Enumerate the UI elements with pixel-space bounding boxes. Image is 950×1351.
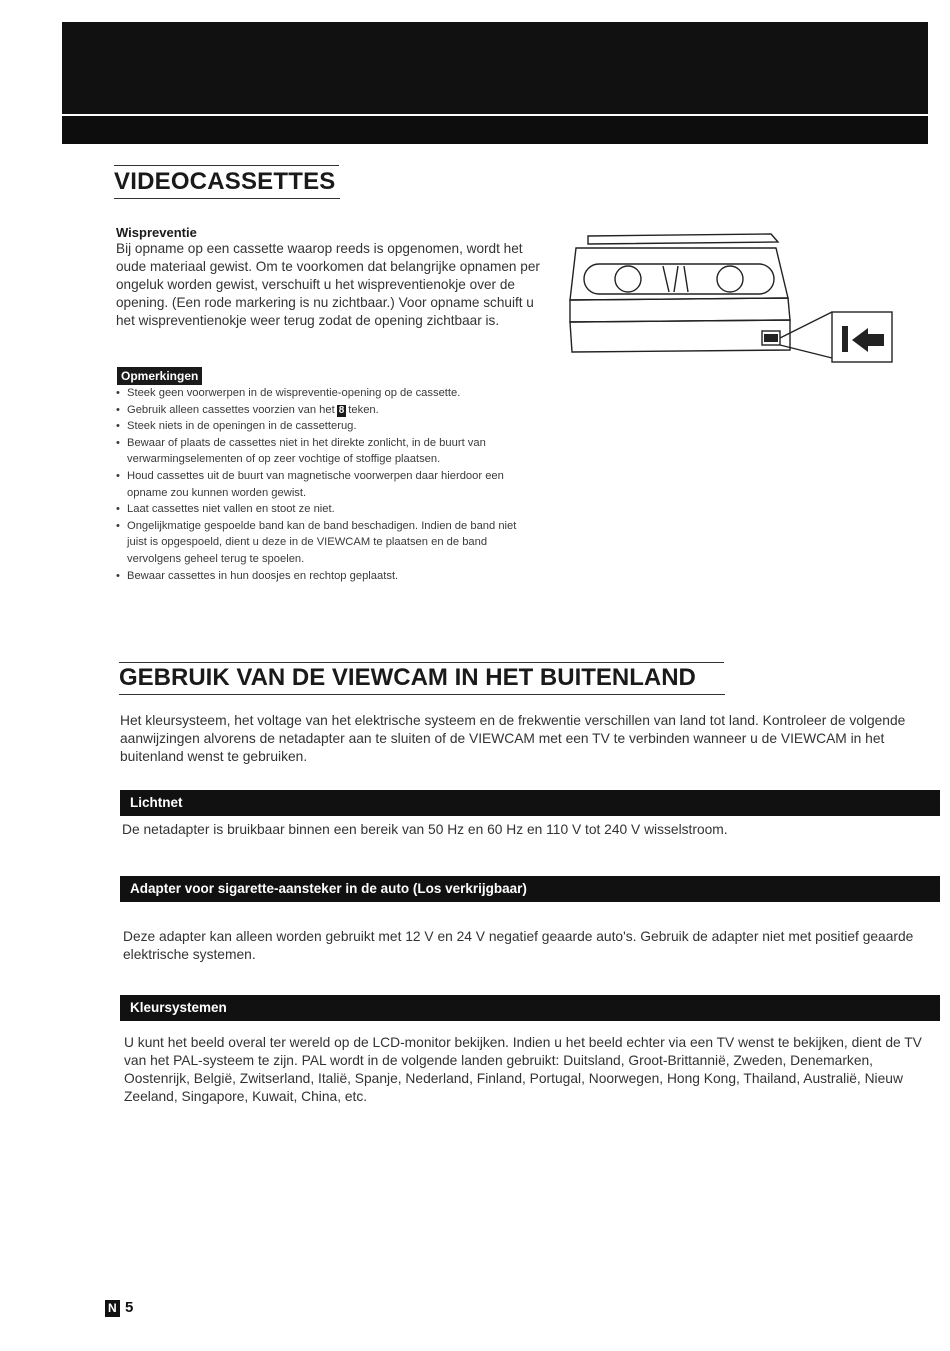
bar-label: Adapter voor sigarette-aansteker in de auto (Los verkrijgbaar) bbox=[130, 881, 527, 896]
list-item: • Bewaar cassettes in hun doosjes en rechtop geplaatst. bbox=[116, 568, 536, 585]
header-stripe bbox=[62, 116, 928, 144]
list-item: • Steek geen voorwerpen in de wispreventie-opening op de cassette. bbox=[116, 385, 536, 402]
language-badge: N bbox=[105, 1300, 120, 1317]
section-title-buitenland: GEBRUIK VAN DE VIEWCAM IN HET BUITENLAND bbox=[119, 664, 696, 691]
note-logo-post: teken. bbox=[348, 403, 379, 416]
vhs-c-logo-icon: 8 bbox=[338, 404, 345, 416]
list-item: • Bewaar of plaats de cassettes niet in het direkte zonlicht, in de buurt van verwarmingselementen of op zeer vochtige of stoffige plaatsen. bbox=[116, 435, 536, 468]
list-item: • Houd cassettes uit de buurt van magnetische voorwerpen daar hierdoor een opname zou kunnen worden gewist. bbox=[116, 468, 536, 501]
title-rule bbox=[114, 165, 339, 166]
buitenland-intro: Het kleursysteem, het voltage van het elektrische systeem en de frekwentie verschillen van land tot land. Kontroleer de volgende aanwijzingen alvorens de netadapter aan te sluiten of de VIEWCAM met een TV te verbinden wanneer u de VIEWCAM in het buitenland wenst te gebruiken. bbox=[120, 713, 906, 764]
notes-list bbox=[116, 385, 536, 584]
bar-lichtnet bbox=[120, 790, 940, 816]
section-title-videocassettes: VIDEOCASSETTES bbox=[114, 168, 336, 195]
bar-label: Lichtnet bbox=[130, 795, 183, 810]
lichtnet-text: De netadapter is bruikbaar binnen een bereik van 50 Hz en 60 Hz en 110 V tot 240 V wisselstroom. bbox=[122, 822, 728, 837]
title-underline bbox=[114, 198, 340, 199]
list-item: • Ongelijkmatige gespoelde band kan de band beschadigen. Indien de band niet juist is opgespoeld, dient u deze in de VIEWCAM te plaatsen en de band vervolgens geheel terug te spoelen. bbox=[116, 518, 536, 568]
list-item bbox=[116, 402, 536, 419]
list-item: • Laat cassettes niet vallen en stoot ze niet. bbox=[116, 501, 536, 518]
bar-kleursystemen bbox=[120, 995, 940, 1021]
kleursystemen-text: U kunt het beeld overal ter wereld op de LCD-monitor bekijken. Indien u het beeld echter via een TV wenst te bekijken, dient de TV van het PAL-systeem te zijn. PAL wordt in de volgende landen gebruikt: Duitsland, Groot-Brittannië, Zweden, Denemarken, Oostenrijk, België, Zwitserland, Italië, Spanje, Nederland, Finland, Portugal, Noorwegen, Hong Kong, Thailand, Australië, Nieuw Zeeland, Singapore, Kuwait, China, etc. bbox=[124, 1035, 922, 1104]
list-item: • Steek niets in de openingen in de cassetterug. bbox=[116, 418, 536, 435]
cassette-illustration bbox=[566, 228, 896, 370]
adapter-text: Deze adapter kan alleen worden gebruikt met 12 V en 24 V negatief geaarde auto's. Gebruik de adapter niet met positief geaarde elektrische systemen. bbox=[123, 929, 914, 962]
page-number: 5 bbox=[125, 1299, 134, 1316]
bar-label: Kleursystemen bbox=[130, 1000, 227, 1015]
note-logo-pre: Gebruik alleen cassettes voorzien van het bbox=[127, 403, 335, 416]
header-banner bbox=[62, 22, 928, 114]
title-rule bbox=[119, 662, 724, 663]
notes-badge: Opmerkingen bbox=[117, 367, 202, 385]
title-underline bbox=[119, 694, 725, 695]
bar-adapter bbox=[120, 876, 940, 902]
wispreventie-paragraph: Bij opname op een cassette waarop reeds is opgenomen, wordt het oude materiaal gewist. Om te voorkomen dat belangrijke opnamen per ongeluk worden gewist, verschuift u het wispreventienokje over de opening. (Een rode markering is nu zichtbaar.) Voor opname schuift u het wispreventienokje weer terug zodat de opening zichtbaar is. bbox=[116, 241, 540, 328]
subheading-wispreventie: Wispreventie bbox=[116, 225, 197, 240]
